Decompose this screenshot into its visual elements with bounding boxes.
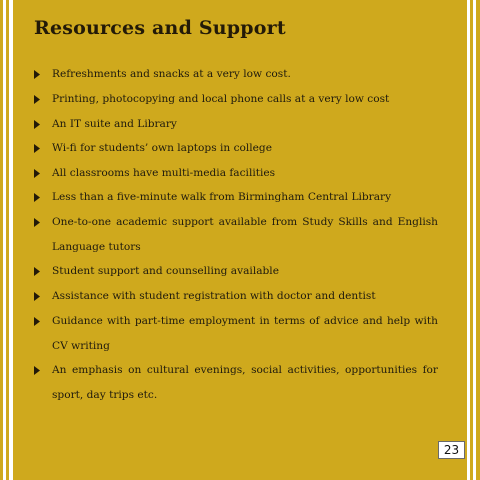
- list-item: [34, 185, 438, 210]
- list-item: [34, 87, 438, 112]
- right-border-stripe: [476, 0, 480, 480]
- page-number: 23: [438, 441, 465, 459]
- list-item-text: Less than a five-minute walk from Birmingham Central Library: [52, 191, 392, 203]
- triangle-right-icon: [34, 358, 44, 383]
- left-border-stripe: [6, 0, 9, 480]
- right-border-stripe: [470, 0, 473, 480]
- triangle-right-icon: [34, 62, 44, 87]
- triangle-right-icon: [34, 87, 44, 112]
- list-item-text: An IT suite and Library: [52, 118, 177, 130]
- triangle-right-icon: [34, 136, 44, 161]
- triangle-right-icon: [34, 259, 44, 284]
- list-item: [34, 136, 438, 161]
- list-item: [34, 161, 438, 186]
- list-item: [34, 284, 438, 309]
- left-border-stripe: [0, 0, 3, 480]
- triangle-right-icon: [34, 161, 44, 186]
- list-item: [34, 62, 438, 87]
- triangle-right-icon: [34, 185, 44, 210]
- list-item: [34, 210, 438, 259]
- list-item-text: Wi-fi for students’ own laptops in college: [52, 142, 272, 154]
- list-item-text: Printing, photocopying and local phone calls at a very low cost: [52, 93, 390, 105]
- list-item-text: Guidance with part-time employment in terms of advice and help with CV writing: [52, 315, 438, 352]
- list-item: [34, 259, 438, 284]
- list-item: [34, 309, 438, 358]
- list-item: [34, 112, 438, 137]
- list-item-text: Student support and counselling available: [52, 265, 279, 277]
- list-item: [34, 358, 438, 407]
- triangle-right-icon: [34, 112, 44, 137]
- list-item-text: Refreshments and snacks at a very low cost.: [52, 68, 291, 80]
- list-item-text: An emphasis on cultural evenings, social activities, opportunities for sport, day trips etc.: [52, 364, 438, 401]
- list-item-text: Assistance with student registration with doctor and dentist: [52, 290, 376, 302]
- list-item-text: One-to-one academic support available from Study Skills and English Language tutors: [52, 216, 438, 253]
- section-title: Resources and Support: [34, 17, 286, 39]
- triangle-right-icon: [34, 210, 44, 235]
- list-item-text: All classrooms have multi-media facilities: [52, 167, 276, 179]
- triangle-right-icon: [34, 284, 44, 309]
- triangle-right-icon: [34, 309, 44, 334]
